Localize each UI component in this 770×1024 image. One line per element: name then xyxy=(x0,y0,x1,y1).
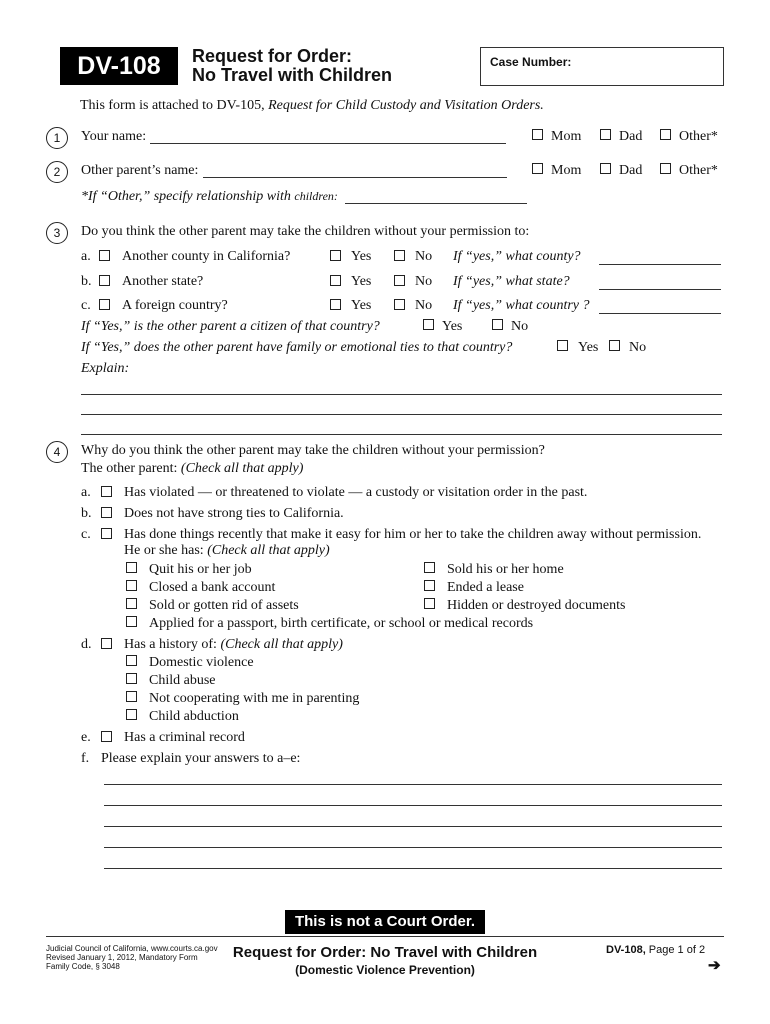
ties-yes-label: Yes xyxy=(578,340,599,355)
item3c-yes-label: Yes xyxy=(351,298,372,313)
item2-dad-checkbox[interactable] xyxy=(600,163,611,174)
footer-left-line3: Family Code, § 3048 xyxy=(46,962,120,971)
item4d-letter: d. xyxy=(81,637,92,652)
item4f-label: Please explain your answers to a–e: xyxy=(101,751,301,766)
item3a-yes-checkbox[interactable] xyxy=(330,250,341,261)
ended-lease-checkbox[interactable] xyxy=(424,580,435,591)
item3-question: Do you think the other parent may take the children without your permission to: xyxy=(81,224,530,239)
item4e-label: Has a criminal record xyxy=(124,730,245,745)
item3c-if-yes: If “yes,” what country ? xyxy=(453,298,590,313)
quit-job-label: Quit his or her job xyxy=(149,562,252,577)
citizen-yes-label: Yes xyxy=(442,319,463,334)
footer-left-line1: Judicial Council of California, www.courts.ca.gov xyxy=(46,944,218,953)
domestic-violence-label: Domestic violence xyxy=(149,655,254,670)
item4-explain-line-1[interactable] xyxy=(104,784,722,785)
item3a-checkbox[interactable] xyxy=(99,250,110,261)
not-cooperating-label: Not cooperating with me in parenting xyxy=(149,691,360,706)
ended-lease-label: Ended a lease xyxy=(447,580,524,595)
item4c-checkbox[interactable] xyxy=(101,528,112,539)
item4b-label: Does not have strong ties to California. xyxy=(124,506,344,521)
footer-subtitle: (Domestic Violence Prevention) xyxy=(295,963,475,977)
item4a-checkbox[interactable] xyxy=(101,486,112,497)
sold-assets-checkbox[interactable] xyxy=(126,598,137,609)
your-name-field[interactable] xyxy=(150,143,506,144)
item4-explain-line-5[interactable] xyxy=(104,868,722,869)
ties-question: If “Yes,” does the other parent have family or emotional ties to that country? xyxy=(81,340,513,355)
citizen-no-label: No xyxy=(511,319,529,334)
item-number-2: 2 xyxy=(46,161,68,183)
item3a-if-yes: If “yes,” what county? xyxy=(453,249,581,264)
explain-label: Explain: xyxy=(81,361,130,376)
item4f-letter: f. xyxy=(81,751,90,766)
item3a-no-label: No xyxy=(415,249,433,264)
form-title-line2: No Travel with Children xyxy=(192,65,393,85)
item1-dad-label: Dad xyxy=(619,129,643,144)
item1-other-label: Other* xyxy=(679,129,718,144)
citizen-question: If “Yes,” is the other parent a citizen of that country? xyxy=(81,319,380,334)
footer-left-line2: Revised January 1, 2012, Mandatory Form xyxy=(46,953,198,962)
sold-home-checkbox[interactable] xyxy=(424,562,435,573)
item3b-checkbox[interactable] xyxy=(99,275,110,286)
citizen-yes-checkbox[interactable] xyxy=(423,319,434,330)
item1-mom-checkbox[interactable] xyxy=(532,129,543,140)
item3c-checkbox[interactable] xyxy=(99,299,110,310)
relationship-note: *If “Other,” specify relationship with children: xyxy=(81,189,338,204)
other-parent-name-field[interactable] xyxy=(203,177,507,178)
case-number-label: Case Number: xyxy=(490,55,572,69)
child-abuse-checkbox[interactable] xyxy=(126,673,137,684)
citizen-no-checkbox[interactable] xyxy=(492,319,503,330)
item3a-yes-label: Yes xyxy=(351,249,372,264)
item3a-no-checkbox[interactable] xyxy=(394,250,405,261)
ties-no-checkbox[interactable] xyxy=(609,340,620,351)
domestic-violence-checkbox[interactable] xyxy=(126,655,137,666)
item3-explain-line-3[interactable] xyxy=(81,434,722,435)
item3b-label: Another state? xyxy=(122,274,204,289)
item-number-1: 1 xyxy=(46,127,68,149)
child-abduction-checkbox[interactable] xyxy=(126,709,137,720)
item3b-letter: b. xyxy=(81,274,92,289)
other-parent-name-label: Other parent’s name: xyxy=(81,163,199,178)
ties-no-label: No xyxy=(629,340,647,355)
item3c-country-field[interactable] xyxy=(599,313,721,314)
item3a-county-field[interactable] xyxy=(599,264,721,265)
sold-assets-label: Sold or gotten rid of assets xyxy=(149,598,299,613)
item1-dad-checkbox[interactable] xyxy=(600,129,611,140)
item-number-3: 3 xyxy=(46,222,68,244)
child-abuse-label: Child abuse xyxy=(149,673,216,688)
next-page-arrow-icon[interactable]: ➔ xyxy=(708,957,721,974)
intro-text: This form is attached to DV-105, Request for Child Custody and Visitation Orders. xyxy=(80,98,544,113)
item3-explain-line-1[interactable] xyxy=(81,394,722,395)
not-court-order-banner: This is not a Court Order. xyxy=(285,910,485,934)
item3-explain-line-2[interactable] xyxy=(81,414,722,415)
item4-explain-line-2[interactable] xyxy=(104,805,722,806)
item4a-label: Has violated — or threatened to violate — a custody or visitation order in the past. xyxy=(124,485,588,500)
item4-explain-line-3[interactable] xyxy=(104,826,722,827)
not-cooperating-checkbox[interactable] xyxy=(126,691,137,702)
item1-other-checkbox[interactable] xyxy=(660,129,671,140)
item2-other-checkbox[interactable] xyxy=(660,163,671,174)
item4d-checkbox[interactable] xyxy=(101,638,112,649)
closed-bank-checkbox[interactable] xyxy=(126,580,137,591)
item2-mom-label: Mom xyxy=(551,163,582,178)
item4-question: Why do you think the other parent may take the children without your permission? xyxy=(81,443,545,458)
item4b-checkbox[interactable] xyxy=(101,507,112,518)
item4c-letter: c. xyxy=(81,527,91,542)
case-number-box[interactable] xyxy=(480,47,724,86)
item3b-if-yes: If “yes,” what state? xyxy=(453,274,570,289)
footer-page-number: DV-108, Page 1 of 2 xyxy=(606,944,706,956)
hidden-documents-checkbox[interactable] xyxy=(424,598,435,609)
applied-passport-label: Applied for a passport, birth certificate, or school or medical records xyxy=(149,616,534,631)
item4-subheading: The other parent: (Check all that apply) xyxy=(81,461,304,476)
quit-job-checkbox[interactable] xyxy=(126,562,137,573)
item3c-label: A foreign country? xyxy=(122,298,228,313)
item4c-subheading: He or she has: (Check all that apply) xyxy=(124,543,330,558)
applied-passport-checkbox[interactable] xyxy=(126,616,137,627)
item4-explain-line-4[interactable] xyxy=(104,847,722,848)
item1-mom-label: Mom xyxy=(551,129,582,144)
item4a-letter: a. xyxy=(81,485,91,500)
item4e-letter: e. xyxy=(81,730,91,745)
your-name-label: Your name: xyxy=(81,129,147,144)
ties-yes-checkbox[interactable] xyxy=(557,340,568,351)
footer-title: Request for Order: No Travel with Children xyxy=(232,944,538,961)
item3c-letter: c. xyxy=(81,298,91,313)
sold-home-label: Sold his or her home xyxy=(447,562,564,577)
item3b-no-label: No xyxy=(415,274,433,289)
footer-rule xyxy=(46,936,724,937)
form-id-badge: DV-108 xyxy=(60,47,178,85)
item3c-no-checkbox[interactable] xyxy=(394,299,405,310)
item2-mom-checkbox[interactable] xyxy=(532,163,543,174)
item3b-yes-label: Yes xyxy=(351,274,372,289)
item3b-state-field[interactable] xyxy=(599,289,721,290)
item3b-no-checkbox[interactable] xyxy=(394,275,405,286)
item-number-4: 4 xyxy=(46,441,68,463)
hidden-documents-label: Hidden or destroyed documents xyxy=(447,598,626,613)
item3b-yes-checkbox[interactable] xyxy=(330,275,341,286)
item2-dad-label: Dad xyxy=(619,163,643,178)
child-abduction-label: Child abduction xyxy=(149,709,239,724)
item3a-letter: a. xyxy=(81,249,91,264)
item3a-label: Another county in California? xyxy=(122,249,291,264)
item4b-letter: b. xyxy=(81,506,92,521)
item4c-label: Has done things recently that make it easy for him or her to take the children away without permission. xyxy=(124,527,702,542)
item2-other-label: Other* xyxy=(679,163,718,178)
closed-bank-label: Closed a bank account xyxy=(149,580,276,595)
item3c-no-label: No xyxy=(415,298,433,313)
relationship-field[interactable] xyxy=(345,203,527,204)
form-title-line1: Request for Order: xyxy=(192,46,353,66)
item3c-yes-checkbox[interactable] xyxy=(330,299,341,310)
item4e-checkbox[interactable] xyxy=(101,731,112,742)
item4d-label: Has a history of: (Check all that apply) xyxy=(124,637,343,652)
